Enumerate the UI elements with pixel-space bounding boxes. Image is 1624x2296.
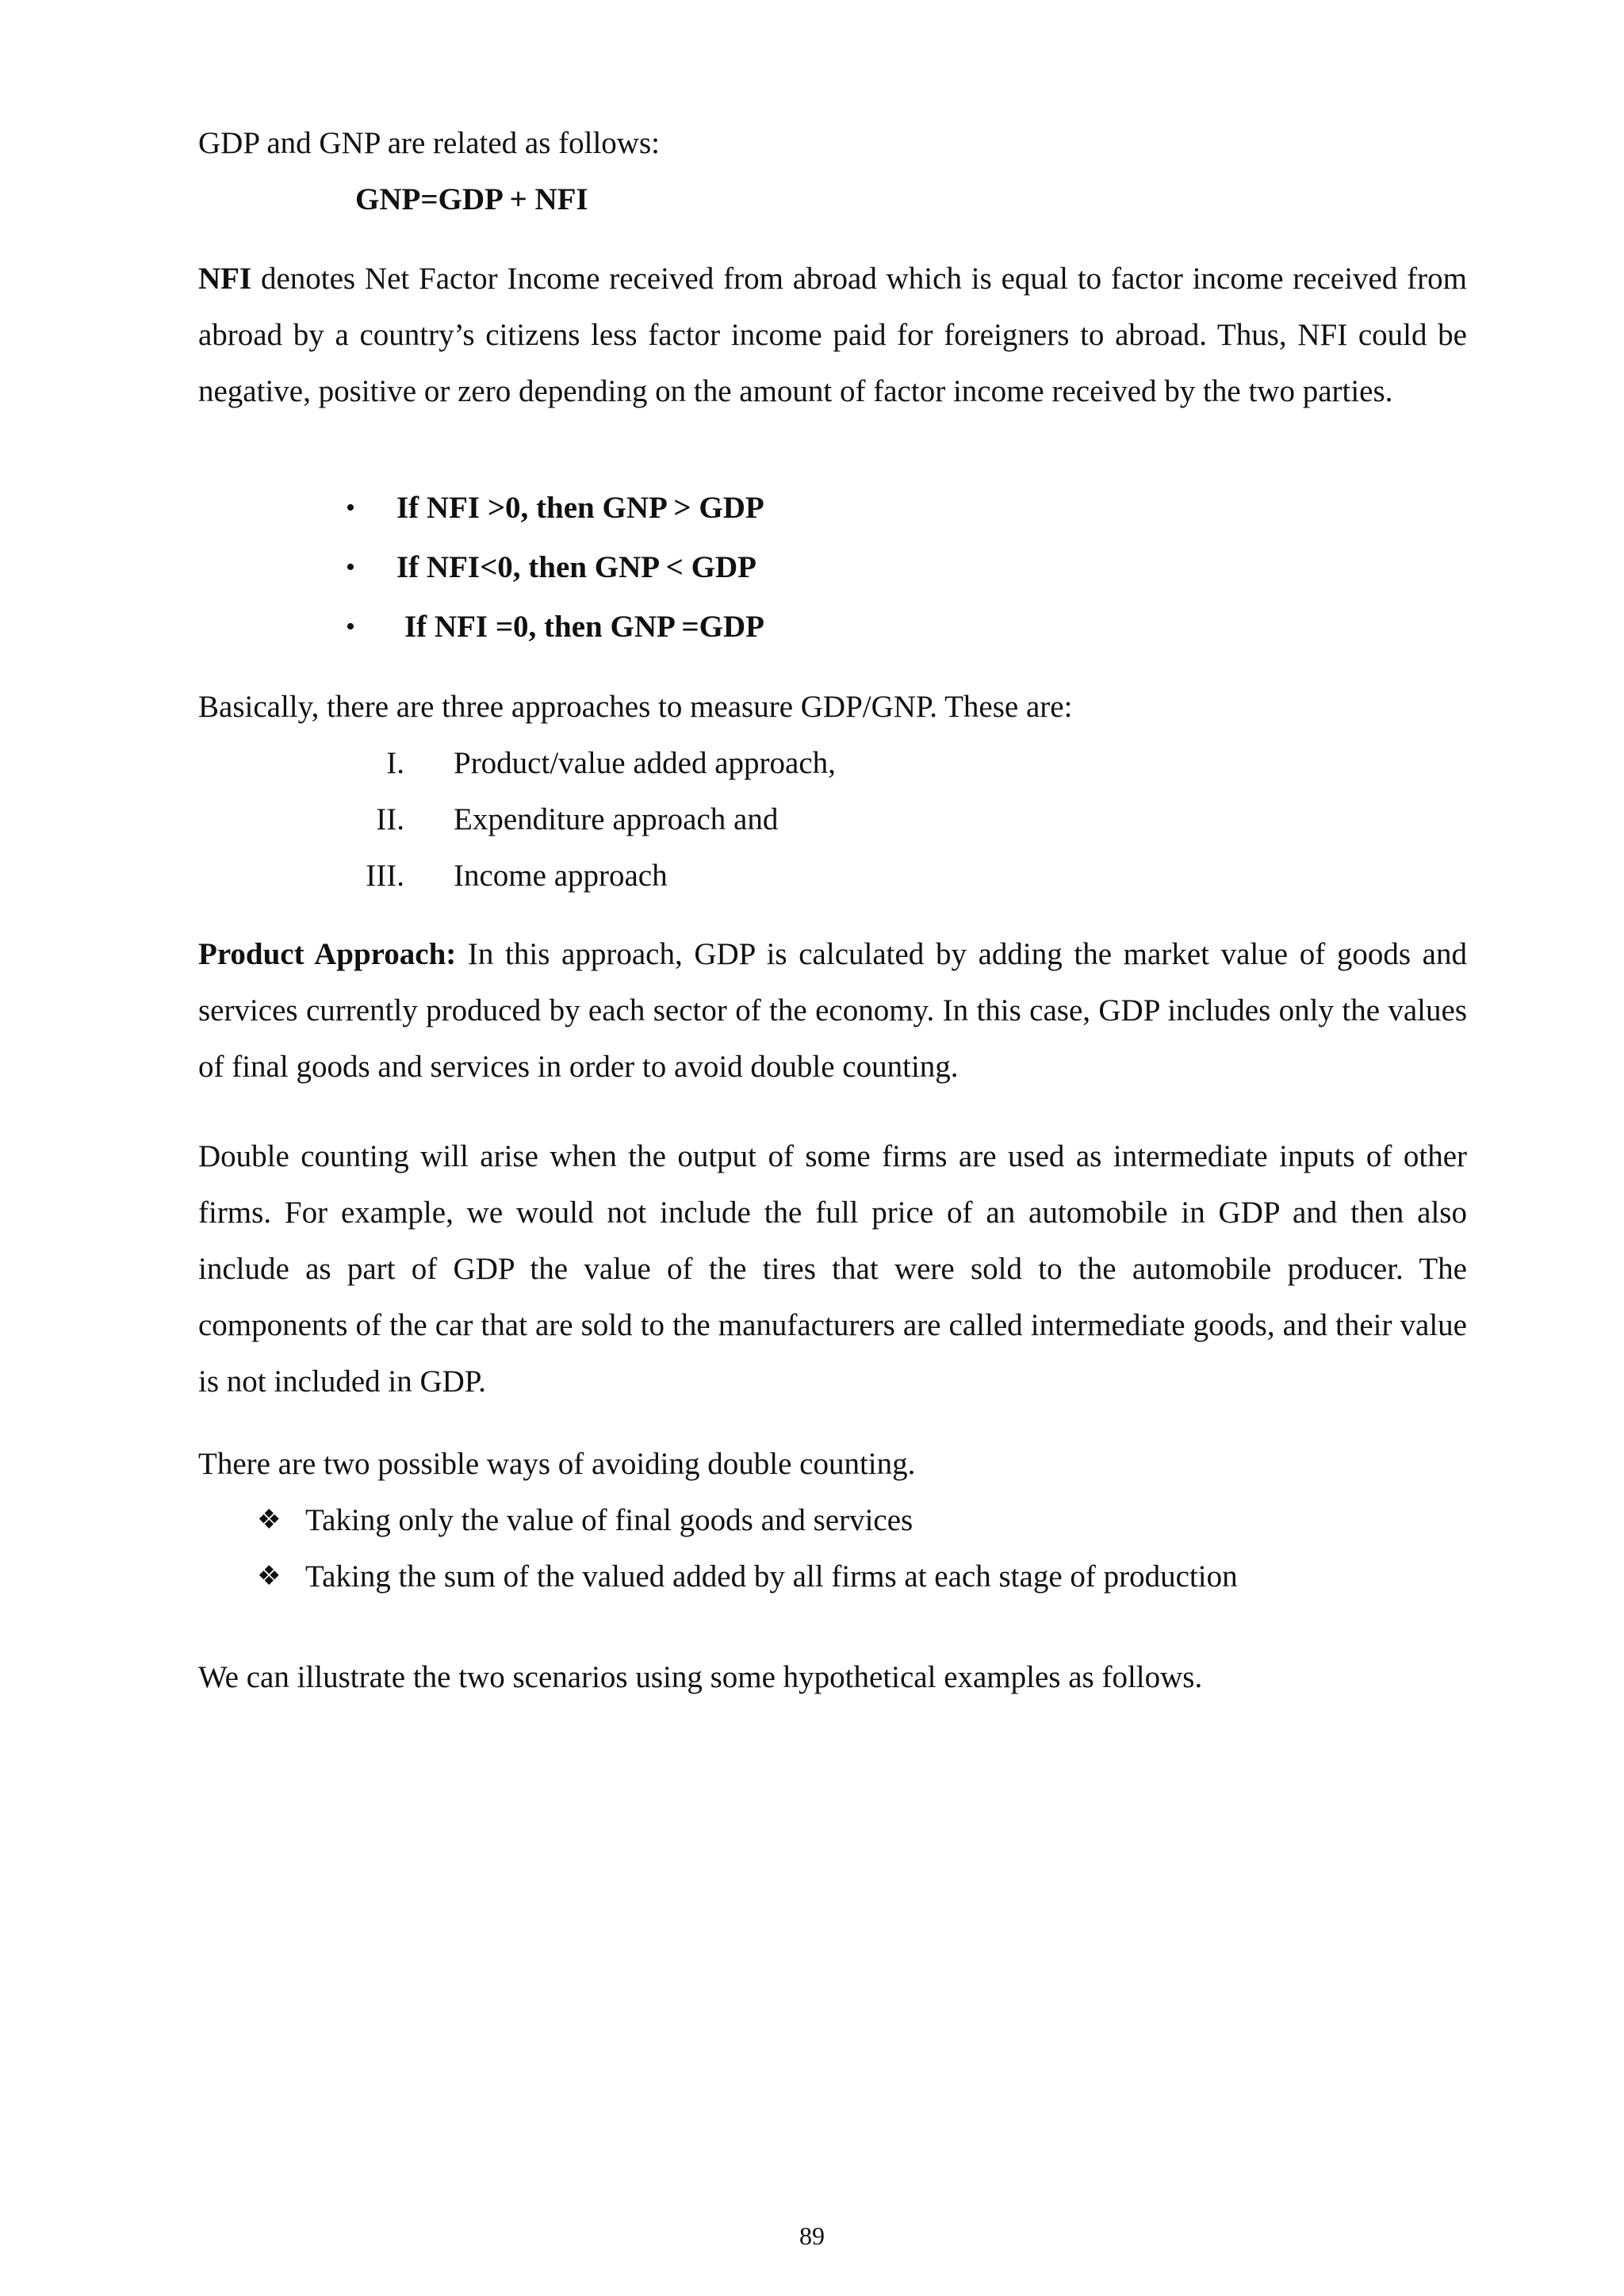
nfi-case-zero: If NFI =0, then GNP =GDP: [404, 610, 764, 644]
double-counting-paragraph: Double counting will arise when the output of some firms are used as intermediate inputs of other firms. For example, we would not include the full price of an automobile in GDP and then also include as part of GDP the value of the tires that were sold to the automobile producer. The components of the car that are sold to the manufacturers are called intermediate goods, and their value is not included in GDP.: [198, 1139, 1467, 1399]
diamond-bullet-icon: ❖: [257, 1562, 282, 1591]
nfi-case-negative: If NFI<0, then GNP < GDP: [396, 550, 756, 584]
closing-line: We can illustrate the two scenarios using some hypothetical examples as follows.: [198, 1660, 1203, 1694]
product-approach-term: Product Approach:: [198, 937, 457, 971]
avoid-way-item: Taking the sum of the valued added by all firms at each stage of production: [305, 1559, 1238, 1594]
product-approach-body: In this approach, GDP is calculated by adding the market value of goods and services currently produced by each sector of the economy. In this case, GDP includes only the values of final goods and services in order to avoid double counting.: [198, 937, 1467, 1084]
diamond-bullet-icon: ❖: [257, 1506, 282, 1535]
nfi-body: denotes Net Factor Income received from abroad which is equal to factor income received from abroad by a country’s citizens less factor income paid for foreigners to abroad. Thus, NFI could be negative, positive or zero depending on the amount of factor income received by the two parties.: [198, 262, 1467, 408]
nfi-case-positive: If NFI >0, then GNP > GDP: [396, 491, 764, 525]
approach-item: Product/value added approach,: [454, 746, 836, 780]
roman-numeral: I.: [386, 746, 404, 780]
nfi-paragraph: [198, 251, 1467, 419]
bullet-icon: •: [346, 493, 355, 522]
nfi-term: NFI: [198, 262, 252, 296]
avoid-intro: There are two possible ways of avoiding double counting.: [198, 1447, 916, 1481]
approach-item: Expenditure approach and: [454, 802, 779, 836]
approaches-intro: Basically, there are three approaches to measure GDP/GNP. These are:: [198, 690, 1073, 724]
page-number: 89: [799, 2221, 825, 2250]
approach-item: Income approach: [454, 859, 668, 893]
avoid-way-item: Taking only the value of final goods and services: [305, 1503, 914, 1537]
bullet-icon: •: [346, 553, 355, 582]
formula: GNP=GDP + NFI: [355, 182, 588, 216]
roman-numeral: II.: [376, 802, 404, 836]
product-approach-paragraph: [198, 926, 1467, 1095]
intro-line: GDP and GNP are related as follows:: [198, 126, 660, 160]
roman-numeral: III.: [366, 859, 404, 893]
bullet-icon: •: [346, 612, 355, 641]
